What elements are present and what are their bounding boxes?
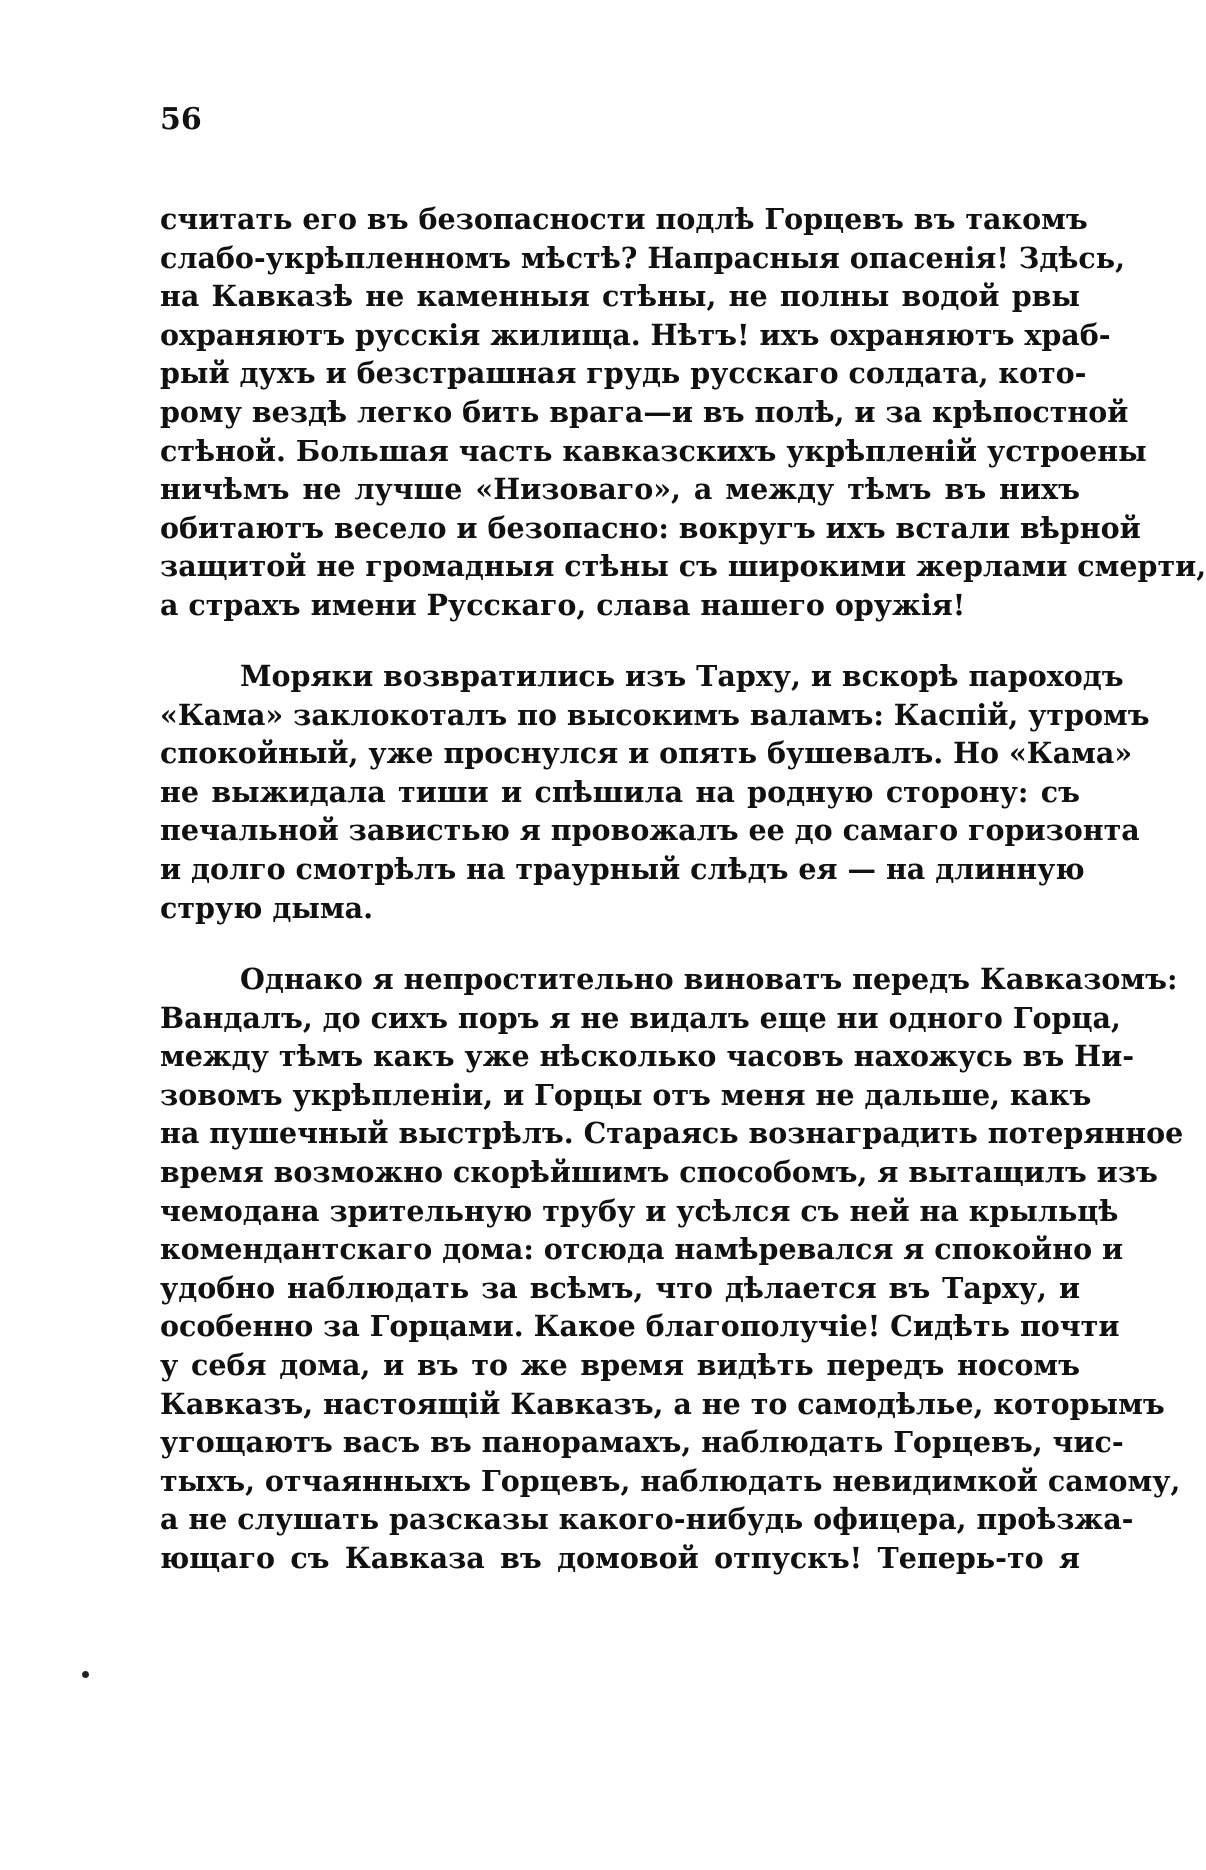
ink-speck [82,1671,89,1678]
text-line: струю дыма. [160,890,374,925]
text-line: Моряки возвратились изъ Тарху, и вскорѣ пароходъ [240,659,1124,693]
text-line: рый духъ и безстрашная грудь русскаго солдата, кото- [160,356,1087,391]
text-line: считать его въ безопасности подлѣ Горцевъ въ такомъ [160,202,1088,236]
text-line: печальной завистью я провожалъ ее до самаго горизонта [160,813,1140,848]
text-line: не выжидала тиши и спѣшила на родную сторону: съ [160,774,1080,809]
paragraph-2 [160,657,1150,927]
text-line: Вандалъ, до сихъ поръ я не видалъ еще ни одного Горца, [160,1000,1121,1035]
text-line: комендантскаго дома: отсюда намѣревался я спокойно и [160,1232,1124,1267]
text-line: обитаютъ весело и безопасно: вокругъ ихъ встали вѣрной [160,510,1141,545]
paragraph-3 [160,960,1184,1578]
text-line: чемодана зрительную трубу и усѣлся съ ней на крыльцѣ [160,1193,1119,1228]
text-line: «Кама» заклокоталъ по высокимъ валамъ: Каспій, утромъ [160,697,1150,732]
text-line: на пушечный выстрѣлъ. Стараясь вознаградить потерянное [160,1116,1184,1151]
text-line: у себя дома, и въ то же время видѣть передъ носомъ [160,1347,1080,1382]
text-line: стѣной. Большая часть кавказскихъ укрѣпленій устроены [160,433,1147,468]
text-line: ющаго съ Кавказа въ домовой отпускъ! Теперь-то я [160,1540,1080,1575]
text-line: угощаютъ васъ въ панорамахъ, наблюдать Горцевъ, чис- [160,1425,1124,1460]
text-line: а страхъ имени Русскаго, слава нашего оружія! [160,587,966,622]
text-line: спокойный, уже проснулся и опять бушевалъ. Но «Кама» [160,736,1133,771]
text-line: тыхъ, отчаянныхъ Горцевъ, наблюдать невидимкой самому, [160,1463,1181,1498]
text-line: время возможно скорѣйшимъ способомъ, я вытащилъ изъ [160,1154,1158,1189]
text-line: зовомъ укрѣпленіи, и Горцы отъ меня не дальше, какъ [160,1077,1092,1112]
text-line: ничѣмъ не лучше «Низоваго», а между тѣмъ въ нихъ [160,472,1080,507]
text-line: защитой не громадныя стѣны съ широкими жерлами смерти, [160,549,1206,584]
text-line: на Кавказѣ не каменныя стѣны, не полны водой рвы [160,279,1080,314]
text-line: между тѣмъ какъ уже нѣсколько часовъ нахожусь въ Ни- [160,1039,1135,1074]
text-line: а не слушать разсказы какого-нибудь офицера, проѣзжа- [160,1502,1134,1537]
text-line: рому вездѣ легко бить врага—и въ полѣ, и за крѣпостной [160,394,1129,429]
paragraph-1 [160,200,1206,625]
text-line: и долго смотрѣлъ на траурный слѣдъ ея — на длинную [160,851,1085,886]
text-line: слабо-укрѣпленномъ мѣстѣ? Напрасныя опасенія! Здѣсь, [160,240,1125,275]
text-line: особенно за Горцами. Какое благополучіе! Сидѣть почти [160,1309,1120,1344]
text-line: Кавказъ, настоящій Кавказъ, а не то самодѣлье, которымъ [160,1386,1165,1421]
text-line: Однако я непростительно виноватъ передъ Кавказомъ: [240,962,1178,996]
text-line: удобно наблюдать за всѣмъ, что дѣлается въ Тарху, и [160,1270,1080,1305]
text-line: охраняютъ русскія жилища. Нѣтъ! ихъ охраняютъ храб- [160,317,1111,352]
page-number: 56 [160,102,202,137]
